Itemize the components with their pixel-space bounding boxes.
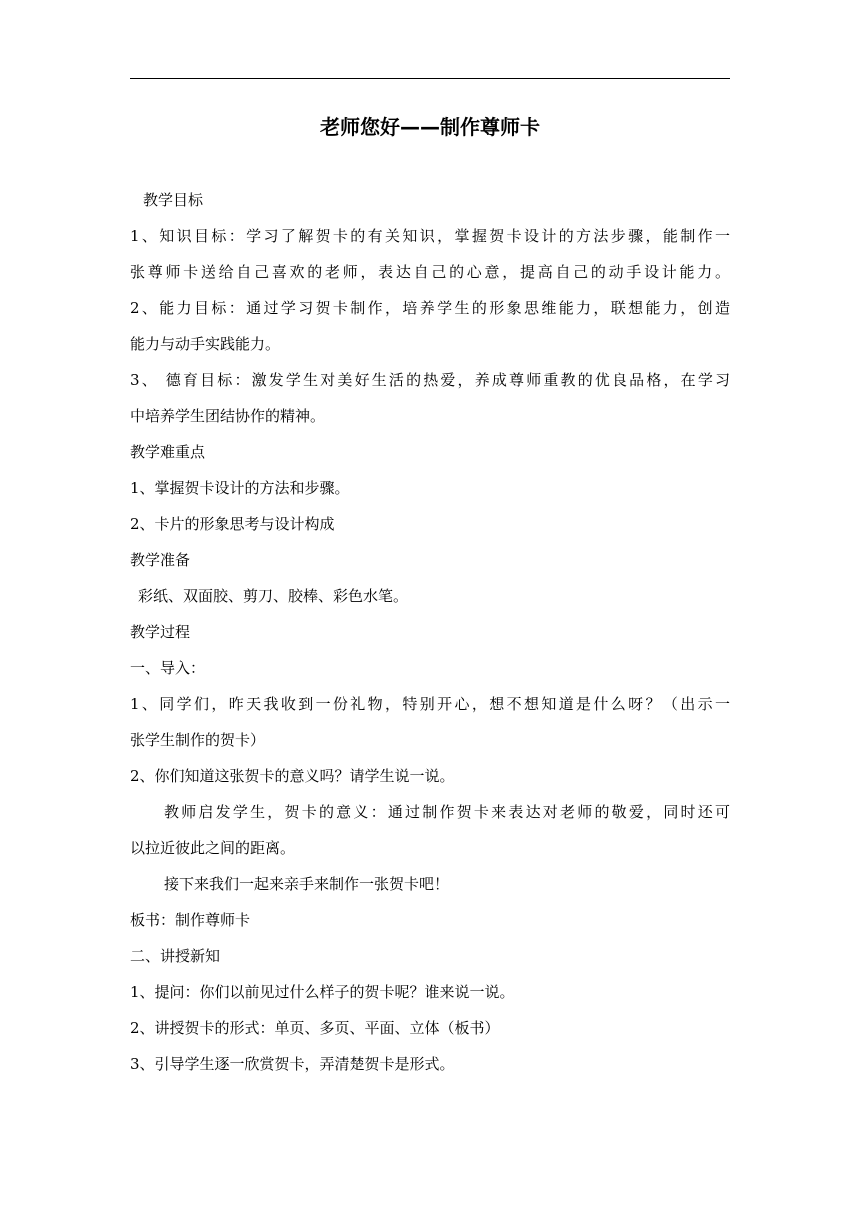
subsection-heading-intro: 一、导入： xyxy=(130,659,206,677)
paragraph-line: 以拉近彼此之间的距离。 xyxy=(130,839,296,857)
section-heading-key-points: 教学难重点 xyxy=(130,443,206,461)
page-title: 老师您好——制作尊师卡 xyxy=(320,115,540,139)
paragraph-line: 教师启发学生，贺卡的意义：通过制作贺卡来表达对老师的敬爱，同时还可 xyxy=(164,803,730,821)
section-heading-preparation: 教学准备 xyxy=(130,551,191,569)
paragraph-line: 2、卡片的形象思考与设计构成 xyxy=(130,515,335,533)
paragraph-line: 1、同学们，昨天我收到一份礼物，特别开心，想不想知道是什么呀？（出示一 xyxy=(130,695,730,713)
paragraph-line: 3、 德育目标：激发学生对美好生活的热爱，养成尊师重教的优良品格，在学习 xyxy=(130,371,730,389)
paragraph-line: 1、知识目标：学习了解贺卡的有关知识，掌握贺卡设计的方法步骤，能制作一 xyxy=(130,227,730,245)
paragraph-line: 2、能力目标：通过学习贺卡制作，培养学生的形象思维能力，联想能力，创造 xyxy=(130,299,730,317)
section-heading-objectives: 教学目标 xyxy=(143,191,204,209)
document-body xyxy=(130,182,730,1082)
paragraph-line: 1、掌握贺卡设计的方法和步骤。 xyxy=(130,479,350,497)
paragraph-line: 张尊师卡送给自己喜欢的老师，表达自己的心意，提高自己的动手设计能力。 xyxy=(130,263,730,281)
paragraph-line: 彩纸、双面胶、剪刀、胶棒、彩色水笔。 xyxy=(138,587,409,605)
paragraph-line: 板书：制作尊师卡 xyxy=(130,911,251,929)
header-rule xyxy=(130,78,730,79)
paragraph-line: 2、你们知道这张贺卡的意义吗？请学生说一说。 xyxy=(130,767,455,785)
paragraph-line: 2、讲授贺卡的形式：单页、多页、平面、立体（板书） xyxy=(130,1019,500,1037)
section-heading-process: 教学过程 xyxy=(130,623,191,641)
paragraph-line: 1、提问：你们以前见过什么样子的贺卡呢？谁来说一说。 xyxy=(130,983,515,1001)
paragraph-line: 中培养学生团结协作的精神。 xyxy=(130,407,326,425)
paragraph-line: 能力与动手实践能力。 xyxy=(130,335,281,353)
paragraph-line: 接下来我们一起来亲手来制作一张贺卡吧！ xyxy=(164,875,450,893)
subsection-heading-new-knowledge: 二、讲授新知 xyxy=(130,947,221,965)
paragraph-line: 3、引导学生逐一欣赏贺卡，弄清楚贺卡是形式。 xyxy=(130,1055,455,1073)
paragraph-line: 张学生制作的贺卡） xyxy=(130,731,266,749)
